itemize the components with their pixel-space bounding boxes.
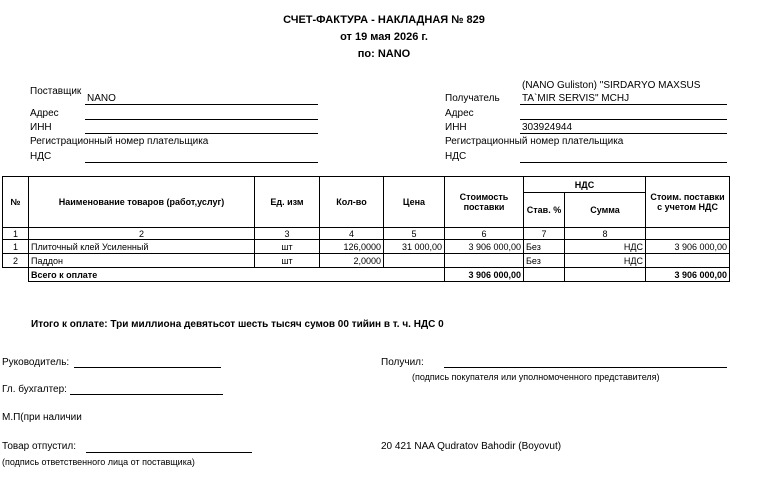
col-header-unit: Ед. изм [255,177,320,228]
receiver-value-line1: (NANO Guliston) "SIRDARYO MAXSUS [522,80,701,91]
receiver-address-label: Адрес [445,108,474,119]
supplier-label: Поставщик [30,86,82,97]
col-number: 3 [255,228,320,240]
row-nds-rate: Без [524,254,565,268]
col-header-nds-rate: Став. % [524,193,565,228]
total-label: Всего к оплате [29,268,445,282]
col-number: 8 [565,228,646,240]
receiver-value-line2: TA`MIR SERVIS" MCHJ [522,93,630,104]
released-note: (подпись ответственного лица от поставщика) [2,457,195,467]
row-name: Плиточный клей Усиленный [29,240,255,254]
col-header-total: Стоим. поставки с учетом НДС [646,177,730,228]
supplier-inn-label: ИНН [30,122,52,133]
received-label: Получил: [381,357,424,368]
col-number: 1 [3,228,29,240]
document-po: по: NANO [357,48,411,60]
row-no: 1 [3,240,29,254]
supplier-address-label: Адрес [30,108,59,119]
col-header-name: Наименование товаров (работ,услуг) [29,177,255,228]
col-number: 5 [384,228,445,240]
released-label: Товар отпустил: [2,441,76,452]
col-header-nds: НДС [524,177,646,193]
row-unit: шт [255,254,320,268]
receiver-inn-label: ИНН [445,122,467,133]
row-qty: 2,0000 [320,254,384,268]
row-nds-sum: НДС [565,254,646,268]
col-number: 7 [524,228,565,240]
receiver-inn-value: 303924944 [522,122,573,133]
col-header-qty: Кол-во [320,177,384,228]
supplier-value: NANO [87,93,116,104]
row-unit: шт [255,240,320,254]
receiver-nds-label: НДС [445,151,467,162]
receiver-reg-label: Регистрационный номер плательщика [445,136,624,147]
col-header-nds-sum: Сумма [565,193,646,228]
stamp-label: М.П(при наличии [2,412,82,423]
col-number: 6 [445,228,524,240]
table-row [3,240,730,254]
total-cost: 3 906 000,00 [445,268,524,282]
row-qty: 126,0000 [320,240,384,254]
summary-text: Итого к оплате: Три миллиона девятьсот шесть тысяч сумов 00 тийин в т. ч. НДС 0 [31,319,444,330]
col-number: 4 [320,228,384,240]
row-name: Паддон [29,254,255,268]
row-cost: 3 906 000,00 [445,240,524,254]
driver-text: 20 421 NAA Qudratov Bahodir (Boyovut) [381,441,562,452]
table-row [3,254,730,268]
row-cost [445,254,524,268]
row-nds-rate: Без [524,240,565,254]
total-row [3,268,730,282]
col-number [646,228,730,240]
col-header-price: Цена [384,177,445,228]
row-total: 3 906 000,00 [646,240,730,254]
head-label: Руководитель: [2,357,70,368]
col-number: 2 [29,228,255,240]
row-no: 2 [3,254,29,268]
row-price: 31 000,00 [384,240,445,254]
invoice-table [2,176,730,282]
supplier-reg-label: Регистрационный номер плательщика [30,136,209,147]
row-total [646,254,730,268]
accountant-label: Гл. бухгалтер: [2,384,67,395]
row-price [384,254,445,268]
col-header-cost: Стоимость поставки [445,177,524,228]
col-header-no: № [3,177,29,228]
received-note: (подпись покупателя или уполномоченного представителя) [412,372,660,382]
document-date: от 19 мая 2026 г. [340,31,428,43]
supplier-nds-label: НДС [30,151,52,162]
receiver-label: Получатель [445,93,500,104]
total-total: 3 906 000,00 [646,268,730,282]
document-title: СЧЕТ-ФАКТУРА - НАКЛАДНАЯ № 829 [283,14,485,26]
row-nds-sum: НДС [565,240,646,254]
